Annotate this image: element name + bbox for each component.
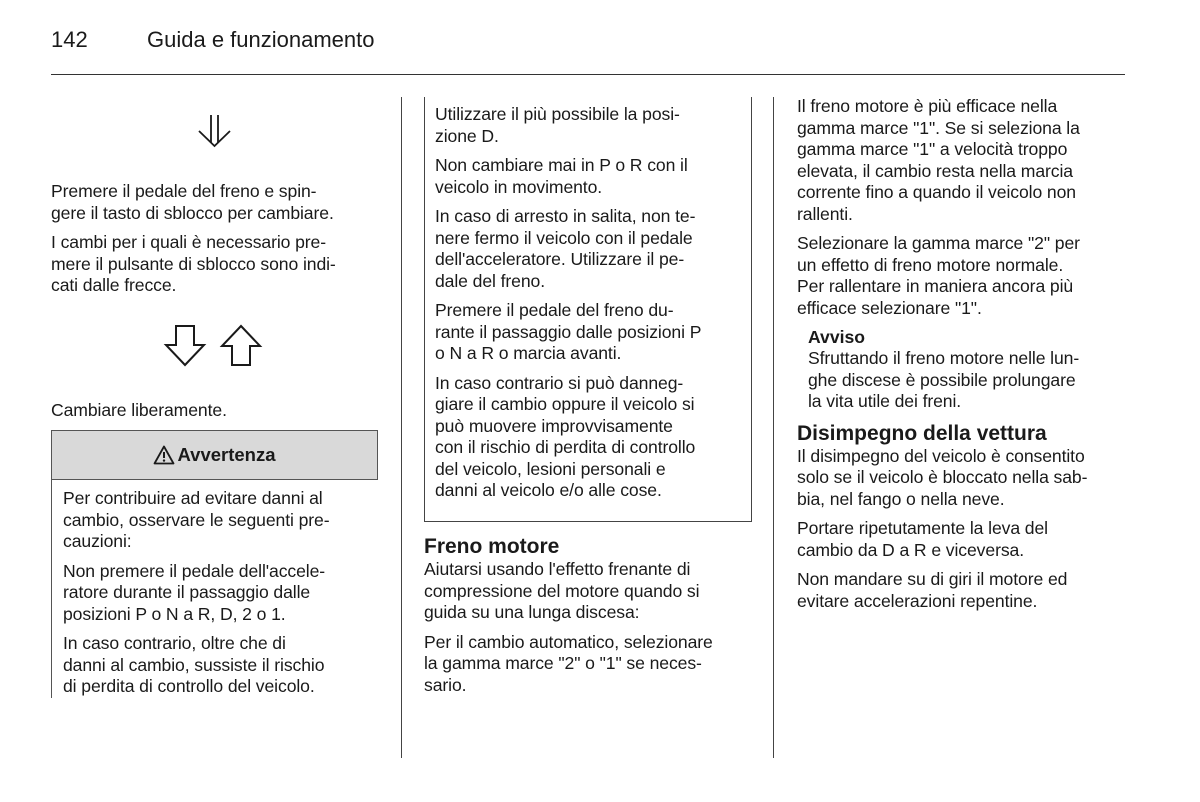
section-heading: Disimpegno della vettura [797,421,1047,445]
paragraph: Per contribuire ad evitare danni al cambio, osservare le seguenti pre- cauzioni: [63,488,330,551]
paragraph: In caso di arresto in salita, non te- nere fermo il veicolo con il pedale dell'acceleratore. Utilizzare il pe- dale del freno. [435,206,696,291]
notice-text: Sfruttando il freno motore nelle lun- ghe discese è possibile prolungare la vita utile dei freni. [808,348,1080,411]
notice-block [797,327,1142,413]
page-title: Guida e funzionamento [147,27,375,52]
page-number: 142 [51,27,88,52]
column-1-text [51,181,386,305]
paragraph: Selezionare la gamma marce "2" per un effetto di freno motore normale. Per rallentare in maniera ancora più efficace selezionare "1". [797,233,1080,318]
hollow-up-arrow-icon [219,323,265,369]
paragraph: Il disimpegno del veicolo è consentito solo se il veicolo è bloccato nella sab- bia, nel fango o nella neve. [797,445,1088,509]
section-heading: Freno motore [424,535,560,558]
hollow-down-arrow-icon [163,323,209,369]
paragraph: Aiutarsi usando l'effetto frenante di compressione del motore quando si guida su una lunga discesa: [424,559,700,622]
paragraph: In caso contrario, oltre che di danni al cambio, sussiste il rischio di perdita di controllo del veicolo. [63,633,325,696]
paragraph: Il freno motore è più efficace nella gamma marce "1". Se si seleziona la gamma marce "1" a velocità troppo elevata, il cambio resta nella marcia corrente fino a quando il veicolo non rallenti. [797,96,1080,224]
paragraph: Utilizzare il più possibile la posi- zione D. [435,104,680,146]
column-3-text [797,96,1142,620]
paragraph: Non premere il pedale dell'accele- ratore durante il passaggio dalle posizioni P o N a R, D, 2 o 1. [63,560,326,624]
paragraph: Premere il pedale del freno e spin- gere il tasto di sblocco per cambiare. [51,181,334,223]
warning-title: Avvertenza [177,444,276,465]
paragraph: Non cambiare mai in P o R con il veicolo in movimento. [435,155,688,197]
paragraph: Portare ripetutamente la leva del cambio da D a R e viceversa. [797,518,1048,560]
column-2-box-text [435,104,750,510]
paragraph: In caso contrario si può danneg- giare il cambio oppure il veicolo si può muovere improvvisamente con il rischio di perdita di controllo del veicolo, lesioni personali e danni al veicolo e/o alle cose. [435,372,696,500]
warning-box [51,430,378,698]
notice-title: Avviso [808,327,866,347]
header-divider [51,74,1125,75]
paragraph: Premere il pedale del freno du- rante il passaggio dalle posizioni P o N a R o marcia avanti. [435,300,702,363]
column-divider-right [773,97,774,758]
paragraph: Non mandare su di giri il motore ed evitare accelerazioni repentine. [797,569,1068,611]
paragraph: Cambiare liberamente. [51,400,227,420]
warning-triangle-icon [153,445,175,465]
column-divider-left [401,97,402,758]
double-down-arrow-icon [196,113,234,149]
warning-body [52,480,378,698]
column-1-text-2 [51,400,386,430]
paragraph: I cambi per i quali è necessario pre- mere il pulsante di sblocco sono indi- cati dalle frecce. [51,232,336,295]
column-2-text [424,535,759,704]
warning-header [52,430,378,480]
paragraph: Per il cambio automatico, selezionare la gamma marce "2" o "1" se neces- sario. [424,631,713,695]
